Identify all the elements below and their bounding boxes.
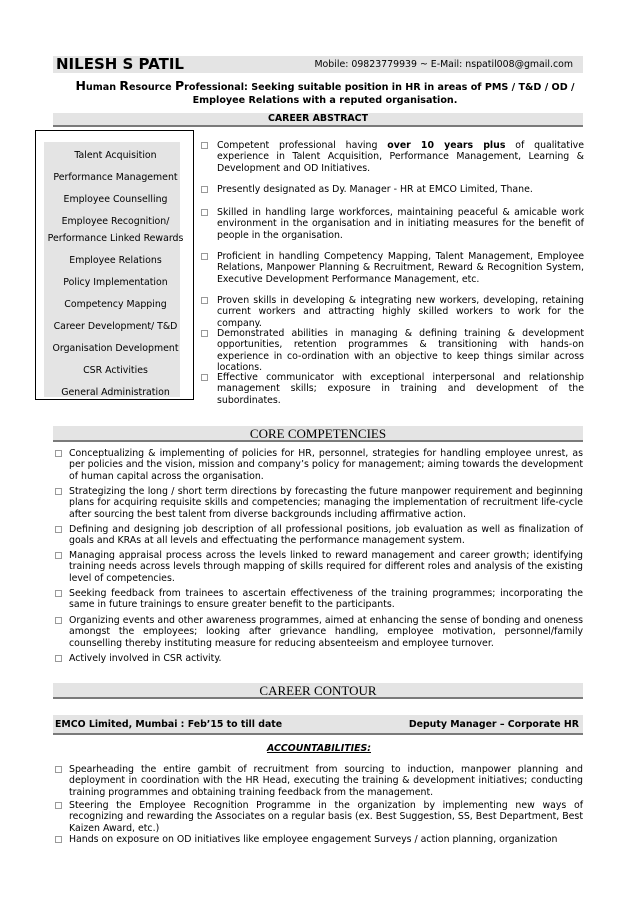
- skill-item: General Administration: [61, 387, 170, 398]
- core-competencies-header: [53, 426, 583, 442]
- bullet-box-icon: [55, 526, 62, 533]
- objective-line-2: Employee Relations with a reputed organisation.: [192, 94, 458, 106]
- skill-item: Employee Counselling: [63, 194, 168, 205]
- skill-item: Policy Implementation: [63, 277, 168, 288]
- objective-word-3: rofessional: Seeking suitable position in HR in areas of PMS / T&D / OD /: [184, 82, 575, 93]
- competency-point: Managing appraisal process across the levels linked to reward management and career growth; identifying training needs across levels through mapping of skills required for different roles and analysis of the existing level of competencies.: [69, 550, 583, 584]
- abstract-point-post: of qualitative experience in Talent Acquisition, Performance Management, Learning & Development and OD Initiatives.: [217, 140, 584, 174]
- competency-point: Defining and designing job description of all professional positions, job evaluation as well as finalization of goals and KRAs at all levels and effectuating the performance management system.: [69, 524, 583, 547]
- objective-cap-1: H: [75, 78, 86, 93]
- core-competencies-title: CORE COMPETENCIES: [249, 426, 387, 441]
- skill-item: Employee Relations: [69, 255, 162, 266]
- competency-point: Seeking feedback from trainees to ascertain effectiveness of the training programmes; incorporating the same in future trainings to ensure greater benefit to the participants.: [69, 588, 583, 611]
- candidate-name: NILESH S PATIL: [56, 55, 184, 73]
- bullet-box-icon: [201, 253, 208, 260]
- skill-item: Organisation Development: [52, 343, 179, 354]
- competency-point: Strategizing the long / short term directions by forecasting the future manpower requirement and beginning plans for acquiring requisite skills and competencies; managing the implementation of recruitment life-cycle after sourcing the best talent from diverse backgrounds including affirmative action.: [69, 486, 583, 520]
- abstract-point: Effective communicator with exceptional interpersonal and relationship management skills; exposure in training and development of the subordinates.: [217, 372, 584, 406]
- skill-item: Career Development/ T&D: [53, 321, 178, 332]
- skill-item: Competency Mapping: [64, 299, 167, 310]
- bullet-box-icon: [201, 297, 208, 304]
- accountability-point: Spearheading the entire gambit of recruitment from sourcing to induction, manpower planning and deployment in coordination with the HR Head, executing the training & development initiatives; conducting training programmes and obtaining training feedback from the management.: [69, 764, 583, 798]
- accountabilities-heading: ACCOUNTABILITIES:: [267, 743, 371, 754]
- abstract-point-bold: over 10 years plus: [387, 140, 506, 151]
- bullet-box-icon: [55, 766, 62, 773]
- bullet-box-icon: [55, 488, 62, 495]
- career-contour-title: CAREER CONTOUR: [259, 683, 377, 698]
- abstract-point: Proven skills in developing & integrating new workers, developing, retaining current workers and attracting highly skilled workers to work for the company.: [217, 295, 584, 329]
- bullet-box-icon: [55, 802, 62, 809]
- skill-item: Talent Acquisition: [74, 150, 157, 161]
- bullet-box-icon: [201, 330, 208, 337]
- contact-info: Mobile: 09823779939 ~ E-Mail: nspatil008@gmail.com: [314, 59, 573, 70]
- bullet-box-icon: [55, 836, 62, 843]
- abstract-point: Demonstrated abilities in managing & defining training & development opportunities, retention programmes & transitioning with hands-on experience in co-ordination with an objective to keep things similar across locations.: [217, 328, 584, 373]
- competency-point: Actively involved in CSR activity.: [69, 653, 222, 664]
- bullet-box-icon: [201, 209, 208, 216]
- job-role: Deputy Manager – Corporate HR: [408, 719, 579, 730]
- abstract-point: Presently designated as Dy. Manager - HR at EMCO Limited, Thane.: [217, 184, 533, 195]
- skill-item: CSR Activities: [83, 365, 148, 376]
- skills-box: [35, 130, 194, 400]
- abstract-point: Proficient in handling Competency Mapping, Talent Management, Employee Relations, Manpower Planning & Recruitment, Reward & Recognition System, Executive Development Performance Management, etc.: [217, 251, 584, 285]
- objective-cap-3: P: [174, 78, 185, 93]
- job-row: [53, 715, 583, 735]
- header-bar: [53, 56, 583, 73]
- bullet-box-icon: [55, 617, 62, 624]
- bullet-box-icon: [55, 450, 62, 457]
- career-abstract-title: CAREER ABSTRACT: [268, 113, 368, 124]
- bullet-box-icon: [55, 655, 62, 662]
- bullet-box-icon: [201, 374, 208, 381]
- objective-word-2: esource: [129, 82, 175, 93]
- skill-item: Performance Management: [53, 172, 178, 183]
- competency-point: Conceptualizing & implementing of policies for HR, personnel, strategies for handling employee unrest, as per policies and the vision, mission and company’s policy for management; aiming towards the development of human capital across the organisation.: [69, 448, 583, 482]
- bullet-box-icon: [55, 552, 62, 559]
- career-objective: [70, 80, 580, 107]
- abstract-point-pre: Competent professional having: [217, 140, 388, 151]
- bullet-box-icon: [201, 186, 208, 193]
- competency-point: Organizing events and other awareness programmes, aimed at enhancing the sense of bonding and oneness amongst the employees; looking after grievance handling, employee motivation, personnel/family counselling thereby instituting measure for reducing absenteeism and employee turnover.: [69, 615, 583, 649]
- objective-cap-2: R: [119, 78, 130, 93]
- career-contour-header: [53, 683, 583, 699]
- accountability-point: Steering the Employee Recognition Programme in the organization by implementing new ways of recognizing and rewarding the Associates on a regular basis (ex. Best Suggestion, SS, Best Department, Best Kaizen Award, etc.): [69, 800, 583, 834]
- bullet-box-icon: [55, 590, 62, 597]
- objective-word-1: uman: [85, 82, 120, 93]
- bullet-box-icon: [201, 142, 208, 149]
- skill-item: Performance Linked Rewards: [47, 233, 184, 244]
- job-company: EMCO Limited, Mumbai : Feb’15 to till date: [55, 719, 283, 730]
- skill-item: Employee Recognition/: [61, 216, 170, 227]
- abstract-point: Skilled in handling large workforces, maintaining peaceful & amicable work environment in the organisation and in initiating measures for the benefit of people in the organisation.: [217, 207, 584, 241]
- accountability-point: Hands on exposure on OD initiatives like employee engagement Surveys / action planning, organization: [69, 834, 558, 845]
- career-abstract-header: [53, 113, 583, 127]
